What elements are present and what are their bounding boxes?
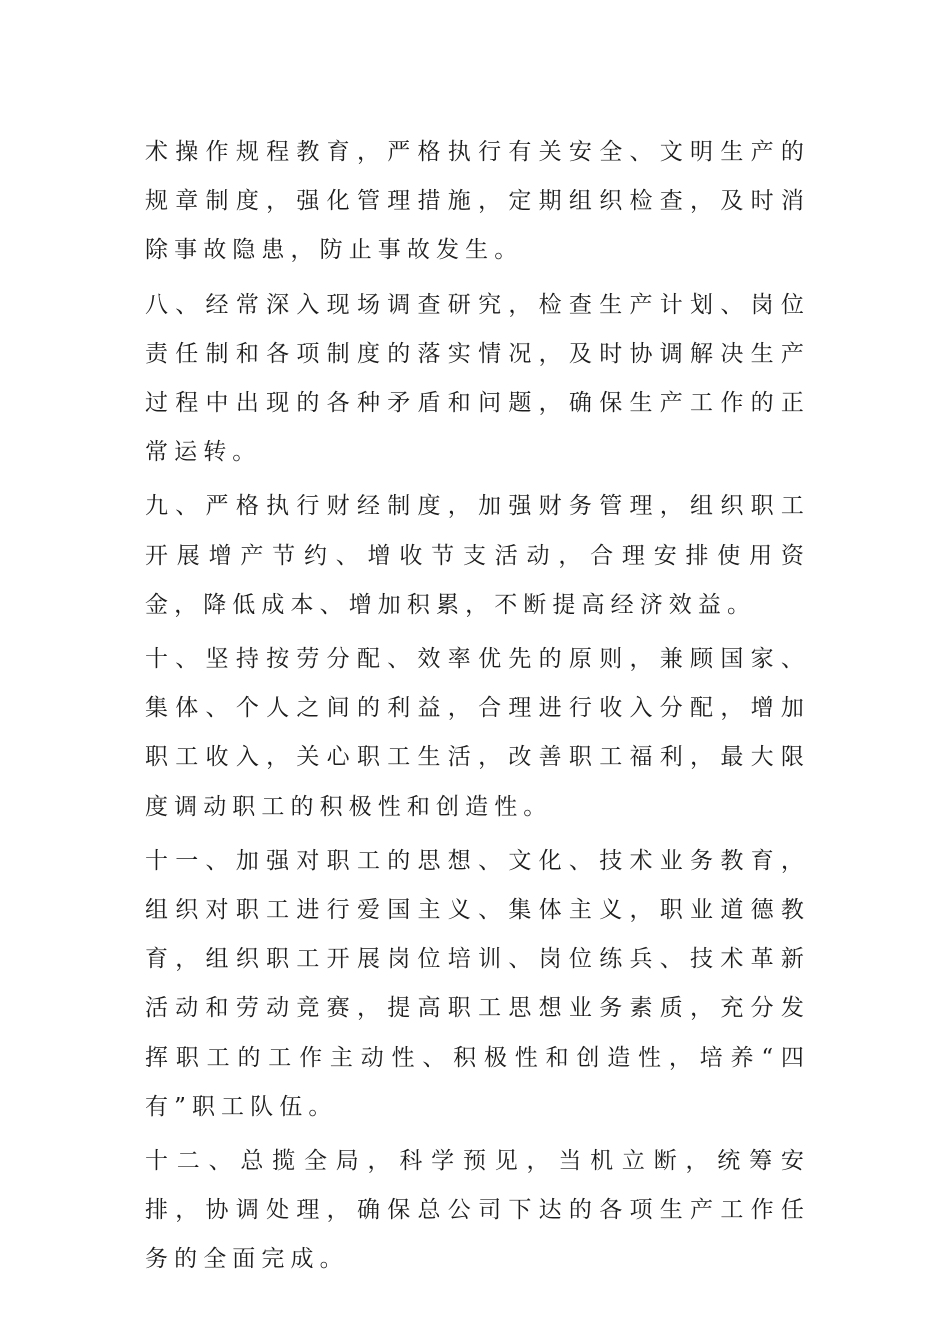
document-body	[145, 128, 810, 1290]
paragraph-item-9: 九、严格执行财经制度，加强财务管理，组织职工开展增产节约、增收节支活动，合理安排使用资金，降低成本、增加积累，不断提高经济效益。	[145, 493, 810, 618]
paragraph-item-8: 八、经常深入现场调查研究，检查生产计划、岗位责任制和各项制度的落实情况，及时协调解决生产过程中出现的各种矛盾和问题，确保生产工作的正常运转。	[145, 291, 810, 466]
paragraph-item-12: 十二、总揽全局，科学预见，当机立断，统筹安排，协调处理，确保总公司下达的各项生产工作任务的全面完成。	[145, 1148, 810, 1273]
paragraph-item-10: 十、坚持按劳分配、效率优先的原则，兼顾国家、集体、个人之间的利益，合理进行收入分配，增加职工收入，关心职工生活，改善职工福利，最大限度调动职工的积极性和创造性。	[145, 646, 810, 820]
paragraph-item-11: 十一、加强对职工的思想、文化、技术业务教育，组织对职工进行爱国主义、集体主义，职业道德教育，组织职工开展岗位培训、岗位练兵、技术革新活动和劳动竞赛，提高职工思想业务素质，充分发挥职工的工作主动性、积极性和创造性，培养“四有”职工队伍。	[145, 847, 810, 1120]
paragraph-safety-continuation: 术操作规程教育，严格执行有关安全、文明生产的规章制度，强化管理措施，定期组织检查，及时消除事故隐患，防止事故发生。	[145, 139, 810, 264]
